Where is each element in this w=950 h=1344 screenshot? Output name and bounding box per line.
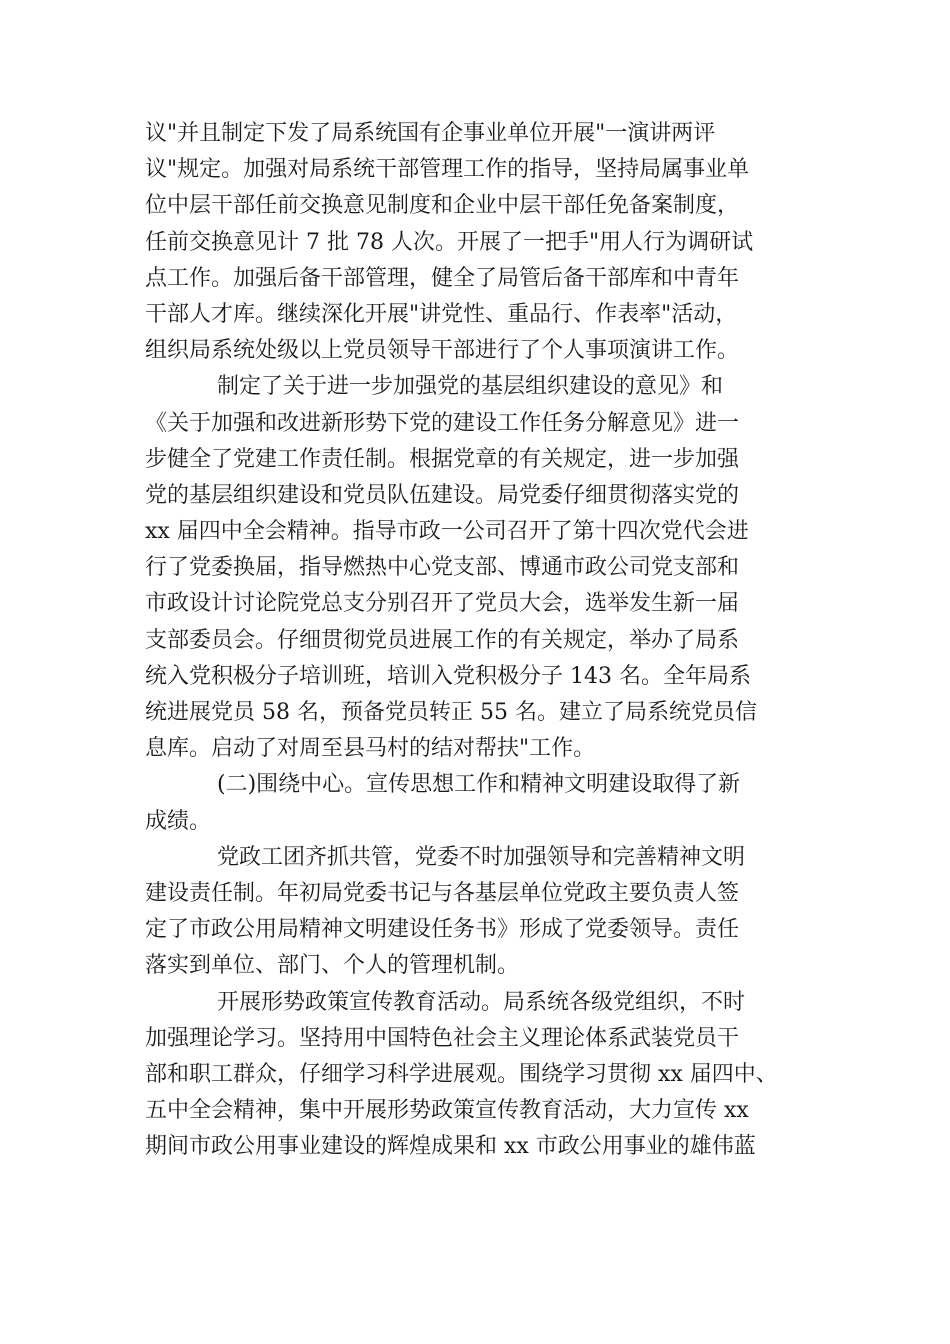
- text-line: 党的基层组织建设和党员队伍建设。局党委仔细贯彻落实党的: [145, 482, 740, 508]
- text-line: 建设责任制。年初局党委书记与各基层单位党政主要负责人签: [145, 880, 740, 906]
- text-line: 点工作。加强后备干部管理，健全了局管后备干部库和中青年: [145, 265, 740, 291]
- paragraph-first-line: 开展形势政策宣传教育活动。局系统各级党组织，不时: [217, 989, 746, 1015]
- text-line: 期间市政公用事业建设的辉煌成果和 xx 市政公用事业的雄伟蓝: [145, 1134, 756, 1160]
- text-line: 议"并且制定下发了局系统国有企事业单位开展"一演讲两评: [145, 121, 716, 146]
- text-line: 干部人才库。继续深化开展"讲党性、重品行、作表率"活动，: [145, 301, 738, 327]
- text-line: 任前交换意见计 7 批 78 人次。开展了一把手"用人行为调研试: [145, 229, 754, 255]
- text-line: 支部委员会。仔细贯彻党员进展工作的有关规定，举办了局系: [145, 627, 740, 653]
- section-heading-line: (二)围绕中心。宣传思想工作和精神文明建设取得了新: [217, 772, 741, 798]
- text-line: 组织局系统处级以上党员领导干部进行了个人事项演讲工作。: [145, 338, 740, 364]
- paragraph-first-line: 制定了关于进一步加强党的基层组织建设的意见》和: [217, 374, 724, 400]
- paragraph-first-line: 党政工团齐抓共管，党委不时加强领导和完善精神文明: [217, 844, 746, 870]
- text-line: 统进展党员 58 名，预备党员转正 55 名。建立了局系统党员信: [145, 700, 757, 725]
- text-line: 落实到单位、部门、个人的管理机制。: [145, 953, 520, 979]
- text-line: 行了党委换届，指导燃热中心党支部、博通市政公司党支部和: [145, 555, 740, 581]
- text-line: 部和职工群众，仔细学习科学进展观。围绕学习贯彻 xx 届四中、: [145, 1061, 778, 1087]
- text-line: 息库。启动了对周至县马村的结对帮扶"工作。: [145, 736, 596, 762]
- text-line: xx 届四中全会精神。指导市政一公司召开了第十四次党代会进: [145, 519, 749, 545]
- text-line: 议"规定。加强对局系统干部管理工作的指导，坚持局属事业单: [145, 157, 750, 183]
- text-line: 《关于加强和改进新形势下党的建设工作任务分解意见》进一: [145, 410, 740, 436]
- text-line: 定了市政公用局精神文明建设任务书》形成了党委领导。责任: [145, 917, 740, 943]
- text-line: 步健全了党建工作责任制。根据党章的有关规定，进一步加强: [145, 446, 740, 472]
- text-line: 加强理论学习。坚持用中国特色社会主义理论体系武装党员干: [145, 1025, 740, 1051]
- document-body: [145, 116, 805, 1165]
- text-line: 五中全会精神，集中开展形势政策宣传教育活动，大力宣传 xx: [145, 1098, 749, 1124]
- text-line: 市政设计讨论院党总支分别召开了党员大会，选举发生新一届: [145, 591, 740, 617]
- section-heading-line: 成绩。: [145, 808, 212, 834]
- text-line: 统入党积极分子培训班，培训入党积极分子 143 名。全年局系: [145, 663, 751, 689]
- text-line: 位中层干部任前交换意见制度和企业中层干部任免备案制度，: [145, 193, 740, 219]
